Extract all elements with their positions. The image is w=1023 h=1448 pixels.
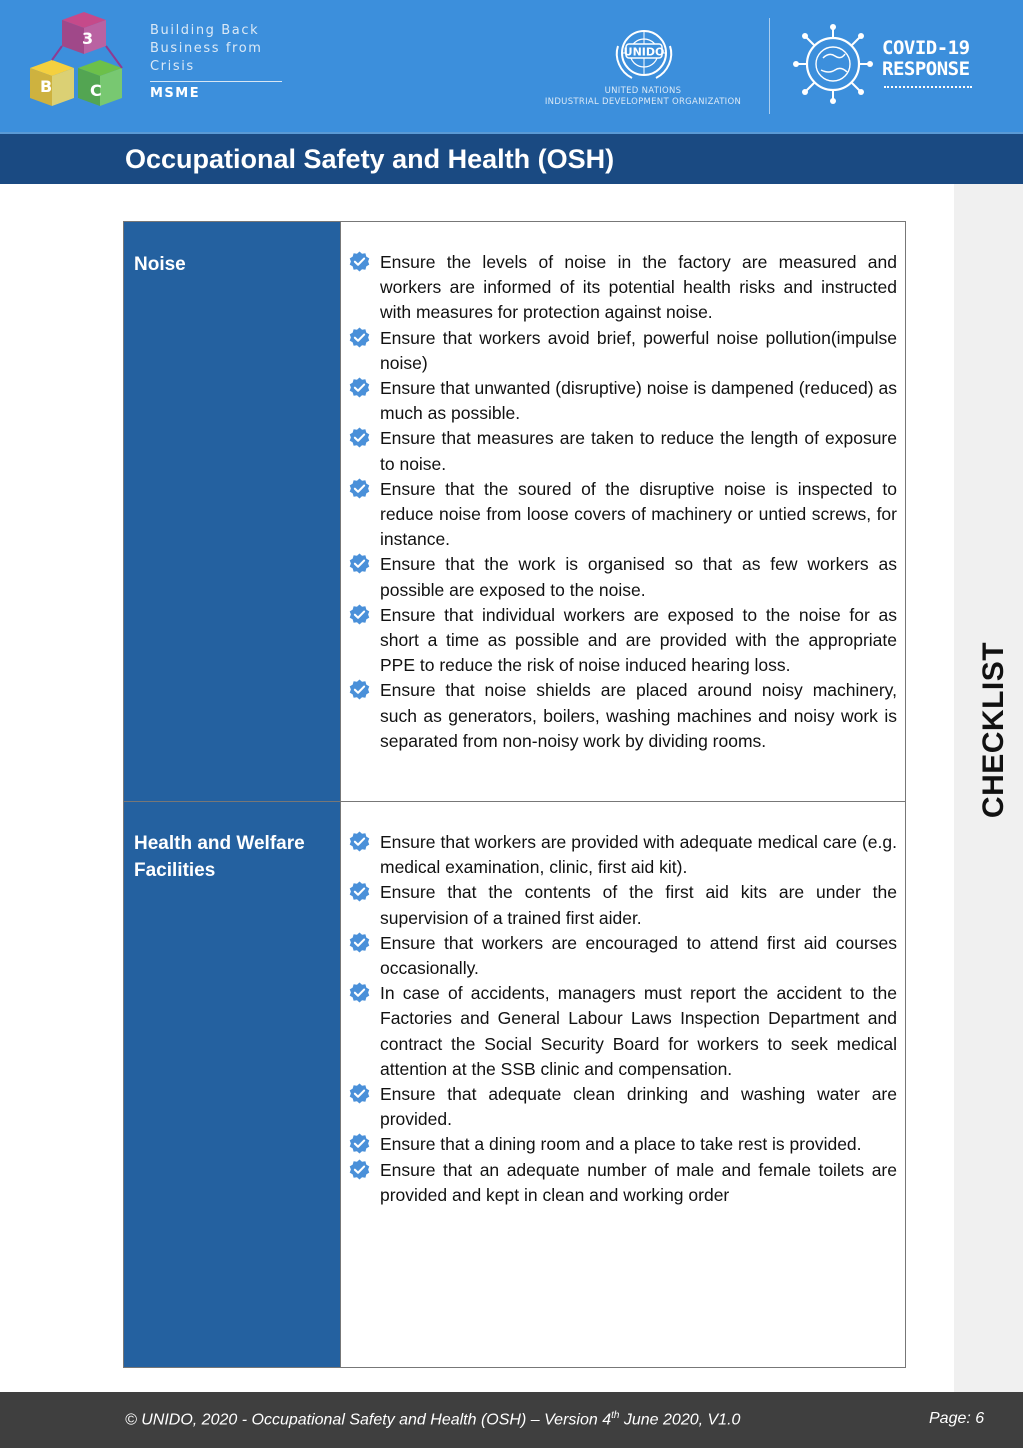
check-badge-icon: [349, 831, 370, 852]
check-badge-icon: [349, 327, 370, 348]
covid-virus-icon: [793, 24, 873, 104]
section-label-line: Facilities: [134, 860, 216, 881]
list-item: [341, 552, 897, 602]
list-item: [341, 326, 897, 376]
section-content-cell: [340, 802, 905, 1367]
logo-letter-3: 3: [82, 29, 94, 48]
check-badge-icon: [349, 553, 370, 574]
check-badge-icon: [349, 1133, 370, 1154]
unido-emblem-icon: [612, 22, 676, 84]
section-label: [134, 830, 305, 884]
item-text: Ensure that individual workers are exposed to the noise for as short a time as possible and are provided with the appropriate PPE to reduce the risk of noise induced hearing loss.: [380, 604, 897, 676]
item-text: Ensure that the soured of the disruptive noise is inspected to reduce noise from loose covers of machinery or untied screws, for instance.: [380, 478, 897, 550]
item-text: Ensure that workers are encouraged to attend first aid courses occasionally.: [380, 932, 897, 979]
list-item: [341, 477, 897, 553]
page-number: Page: 6: [929, 1410, 985, 1427]
footer: [0, 1392, 1023, 1448]
unido-text-line-1: UNITED NATIONS: [604, 86, 682, 96]
item-text: Ensure that workers are provided with adequate medical care (e.g. medical examination, clinic, first aid kit).: [380, 832, 897, 878]
checklist-table: [123, 221, 906, 1368]
unido-org-name: [520, 86, 766, 108]
list-item: [341, 1132, 897, 1157]
item-text: Ensure that measures are taken to reduce the length of exposure to noise.: [380, 428, 897, 474]
list-item: [341, 603, 897, 679]
header-banner: [0, 0, 1023, 132]
item-text: In case of accidents, managers must report the accident to the Factories and General Labour Laws Inspection Department and contract the Social Security Board for workers to seek medical attention at the SSB clinic and compensation.: [380, 983, 897, 1079]
brand-line-2: Business from: [150, 41, 263, 56]
footer-text-sup: th: [611, 1410, 620, 1421]
item-text: Ensure that the contents of the first aid kits are under the supervision of a trained first aider.: [380, 882, 897, 928]
checklist-items: [341, 250, 897, 754]
checklist-items: [341, 830, 897, 1208]
list-item: [341, 678, 897, 754]
list-item: [341, 250, 897, 326]
section-label-line: Noise: [134, 254, 186, 275]
list-item: [341, 830, 897, 880]
footer-copyright: [125, 1410, 740, 1429]
list-item: [341, 931, 897, 981]
title-band: [0, 132, 1023, 184]
section-label-cell: [124, 222, 340, 801]
checklist-side-label: CHECKLIST: [977, 641, 1010, 819]
brand-divider: [150, 81, 282, 82]
list-item: [341, 880, 897, 930]
check-badge-icon: [349, 982, 370, 1003]
check-badge-icon: [349, 427, 370, 448]
covid-response-text: [882, 38, 970, 80]
covid-line-1: COVID-19: [882, 37, 970, 59]
section-content-cell: [340, 222, 905, 801]
unido-text-line-2: INDUSTRIAL DEVELOPMENT ORGANIZATION: [544, 97, 742, 107]
list-item: [341, 981, 897, 1082]
check-badge-icon: [349, 932, 370, 953]
unido-wordmark: UNIDO: [623, 45, 665, 59]
section-label: [134, 251, 186, 278]
section-label-line: Health and Welfare: [134, 833, 305, 854]
covid-dotted-rule: [884, 86, 972, 88]
item-text: Ensure that a dining room and a place to take rest is provided.: [380, 1134, 862, 1155]
msme-cube-logo: [24, 10, 142, 124]
item-text: Ensure that noise shields are placed around noisy machinery, such as generators, boilers, washing machines and noisy work is separated from non-noisy work by dividing rooms.: [380, 680, 897, 751]
list-item: [341, 426, 897, 476]
covid-line-2: RESPONSE: [882, 58, 970, 80]
item-text: Ensure the levels of noise in the factory are measured and workers are informed of its potential health risks and instructed with measures for protection against noise.: [380, 252, 897, 323]
check-badge-icon: [349, 679, 370, 700]
brand-line-3: Crisis: [150, 59, 195, 74]
footer-text-date: June 2020, V1.0: [619, 1411, 741, 1429]
check-badge-icon: [349, 1159, 370, 1180]
footer-text-main: © UNIDO, 2020 - Occupational Safety and Health (OSH) – Version 4: [125, 1411, 612, 1429]
brand-text: [150, 22, 282, 101]
section-label-cell: [124, 802, 340, 1367]
page-title: Occupational Safety and Health (OSH): [125, 144, 615, 174]
item-text: Ensure that an adequate number of male and female toilets are provided and kept in clean and working order: [380, 1159, 897, 1205]
list-item: [341, 376, 897, 426]
brand-line-1: Building Back: [150, 23, 260, 38]
item-text: Ensure that unwanted (disruptive) noise is dampened (reduced) as much as possible.: [380, 378, 897, 424]
check-badge-icon: [349, 478, 370, 499]
check-badge-icon: [349, 377, 370, 398]
list-item: [341, 1082, 897, 1132]
item-text: Ensure that adequate clean drinking and washing water are provided.: [380, 1084, 897, 1130]
table-row: [124, 222, 905, 802]
item-text: Ensure that workers avoid brief, powerful noise pollution(impulse noise): [380, 327, 897, 373]
logo-letter-c: C: [90, 81, 102, 100]
check-badge-icon: [349, 251, 370, 272]
list-item: [341, 1158, 897, 1208]
check-badge-icon: [349, 881, 370, 902]
check-badge-icon: [349, 1083, 370, 1104]
table-row: [124, 802, 905, 1367]
brand-msme: MSME: [150, 86, 201, 101]
logo-letter-b: B: [40, 77, 53, 96]
item-text: Ensure that the work is organised so that as few workers as possible are exposed to the noise.: [380, 554, 897, 600]
check-badge-icon: [349, 604, 370, 625]
header-divider: [769, 18, 770, 114]
